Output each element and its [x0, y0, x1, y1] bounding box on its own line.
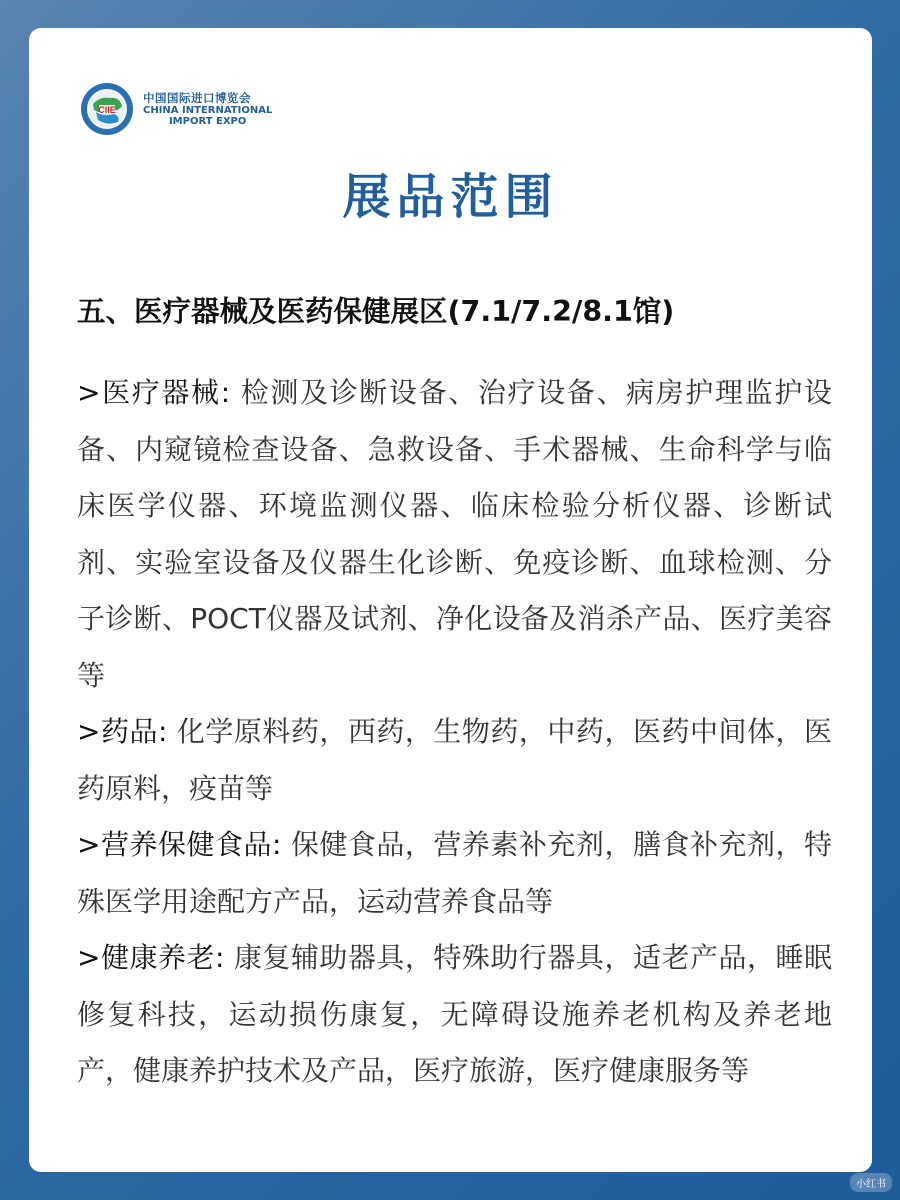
- logo-english-line-2: IMPORT EXPO: [168, 116, 247, 127]
- item-text: 检测及诊断设备、治疗设备、病房护理监护设备、内窥镜检查设备、急救设备、手术器械、生命科学与临床医学仪器、环境监测仪器、临床检验分析仪器、诊断试剂、实验室设备及仪器生化诊断、免疫诊断、血球检测、分子诊断、POCT仪器及试剂、净化设备及消杀产品、医疗美容等: [77, 376, 832, 692]
- item-label: >药品:: [77, 715, 168, 748]
- logo-wordmark: [143, 91, 272, 127]
- item-pharmaceuticals: [77, 704, 832, 817]
- item-text: 康复辅助器具，特殊助行器具，适老产品，睡眠修复科技，运动损伤康复，无障碍设施养老机构及养老地产，健康养护技术及产品，医疗旅游，医疗健康服务等: [77, 941, 832, 1087]
- item-text: 保健食品，营养素补充剂，膳食补充剂，特殊医学用途配方产品，运动营养食品等: [77, 828, 832, 918]
- content-card: [29, 28, 872, 1172]
- watermark: 小红书: [850, 1173, 892, 1192]
- page-title: 展品范围: [342, 169, 559, 225]
- ciie-logo-icon: [80, 82, 134, 136]
- item-label: >医疗器械:: [77, 376, 231, 409]
- exhibit-scope-list: [77, 365, 832, 1100]
- item-medical-devices: [77, 365, 832, 704]
- section-heading: 五、医疗器械及医药保健展区(7.1/7.2/8.1馆): [77, 295, 675, 328]
- item-nutrition-health-food: [77, 817, 832, 930]
- logo-chinese-name: 中国国际进口博览会: [143, 91, 251, 105]
- item-label: >营养保健食品:: [77, 828, 282, 861]
- item-label: >健康养老:: [77, 941, 225, 974]
- svg-text:CIIE: CIIE: [98, 105, 116, 115]
- item-text: 化学原料药，西药，生物药，中药，医药中间体，医药原料，疫苗等: [77, 715, 832, 805]
- logo-english-line-1: CHINA INTERNATIONAL: [143, 105, 273, 116]
- item-elderly-care: [77, 930, 832, 1100]
